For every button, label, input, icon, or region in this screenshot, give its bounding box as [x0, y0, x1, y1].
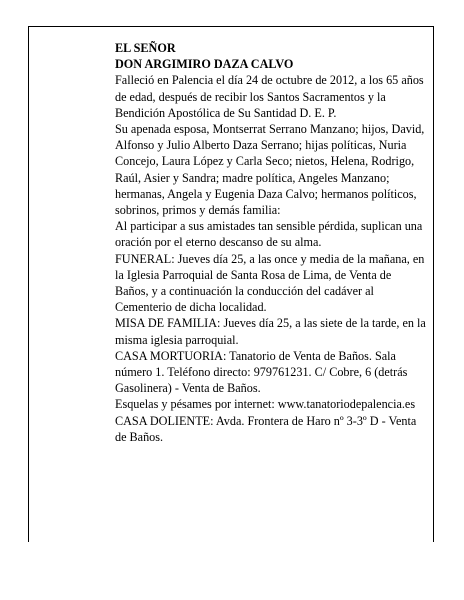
family-list: Su apenada esposa, Montserrat Serrano Manzano; hijos, David, Alfonso y Julio Alberto Daza Serrano; hijas políticas, Nuria Concejo, Laura López y Carla Seco; nietos, Helena, Rodrigo, Raúl, Asier y Sandra; madre política, Angeles Manzano; hermanas, Angela y Eugenia Daza Calvo; hermanos políticos, sobrinos, primos y demás familia: [115, 122, 425, 218]
notice-title: EL SEÑOR [115, 41, 176, 55]
funeral-home-info: CASA MORTUORIA: Tanatorio de Venta de Baños. Sala número 1. Teléfono directo: 979761231. C/ Cobre, 6 (detrás Gasolinera) - Venta de Baños. [115, 348, 408, 396]
family-mass-info: MISA DE FAMILIA: Jueves día 25, a las siete de la tarde, en la misma iglesia parroquial. [115, 316, 426, 347]
funeral-info: FUNERAL: Jueves día 25, a las once y media de la mañana, en la Iglesia Parroquial de Santa Rosa de Lima, de Venta de Baños, y a continuación la conducción del cadáver al Cementerio de dicha localidad. [115, 251, 425, 315]
online-condolences: Esquelas y pésames por internet: www.tanatoriodepalencia.es [115, 397, 416, 412]
deceased-name: DON ARGIMIRO DAZA CALVO [115, 57, 294, 72]
obituary-notice [115, 40, 427, 445]
prayer-request: Al participar a sus amistades tan sensible pérdida, suplican una oración por el eterno descanso de su alma. [115, 219, 423, 250]
death-announcement: Falleció en Palencia el día 24 de octubre de 2012, a los 65 años de edad, después de recibir los Santos Sacramentos y la Bendición Apostólica de Su Santidad D. E. P. [115, 73, 424, 120]
mourning-house-info: CASA DOLIENTE: Avda. Frontera de Haro nº 3-3º D - Venta de Baños. [115, 413, 417, 444]
